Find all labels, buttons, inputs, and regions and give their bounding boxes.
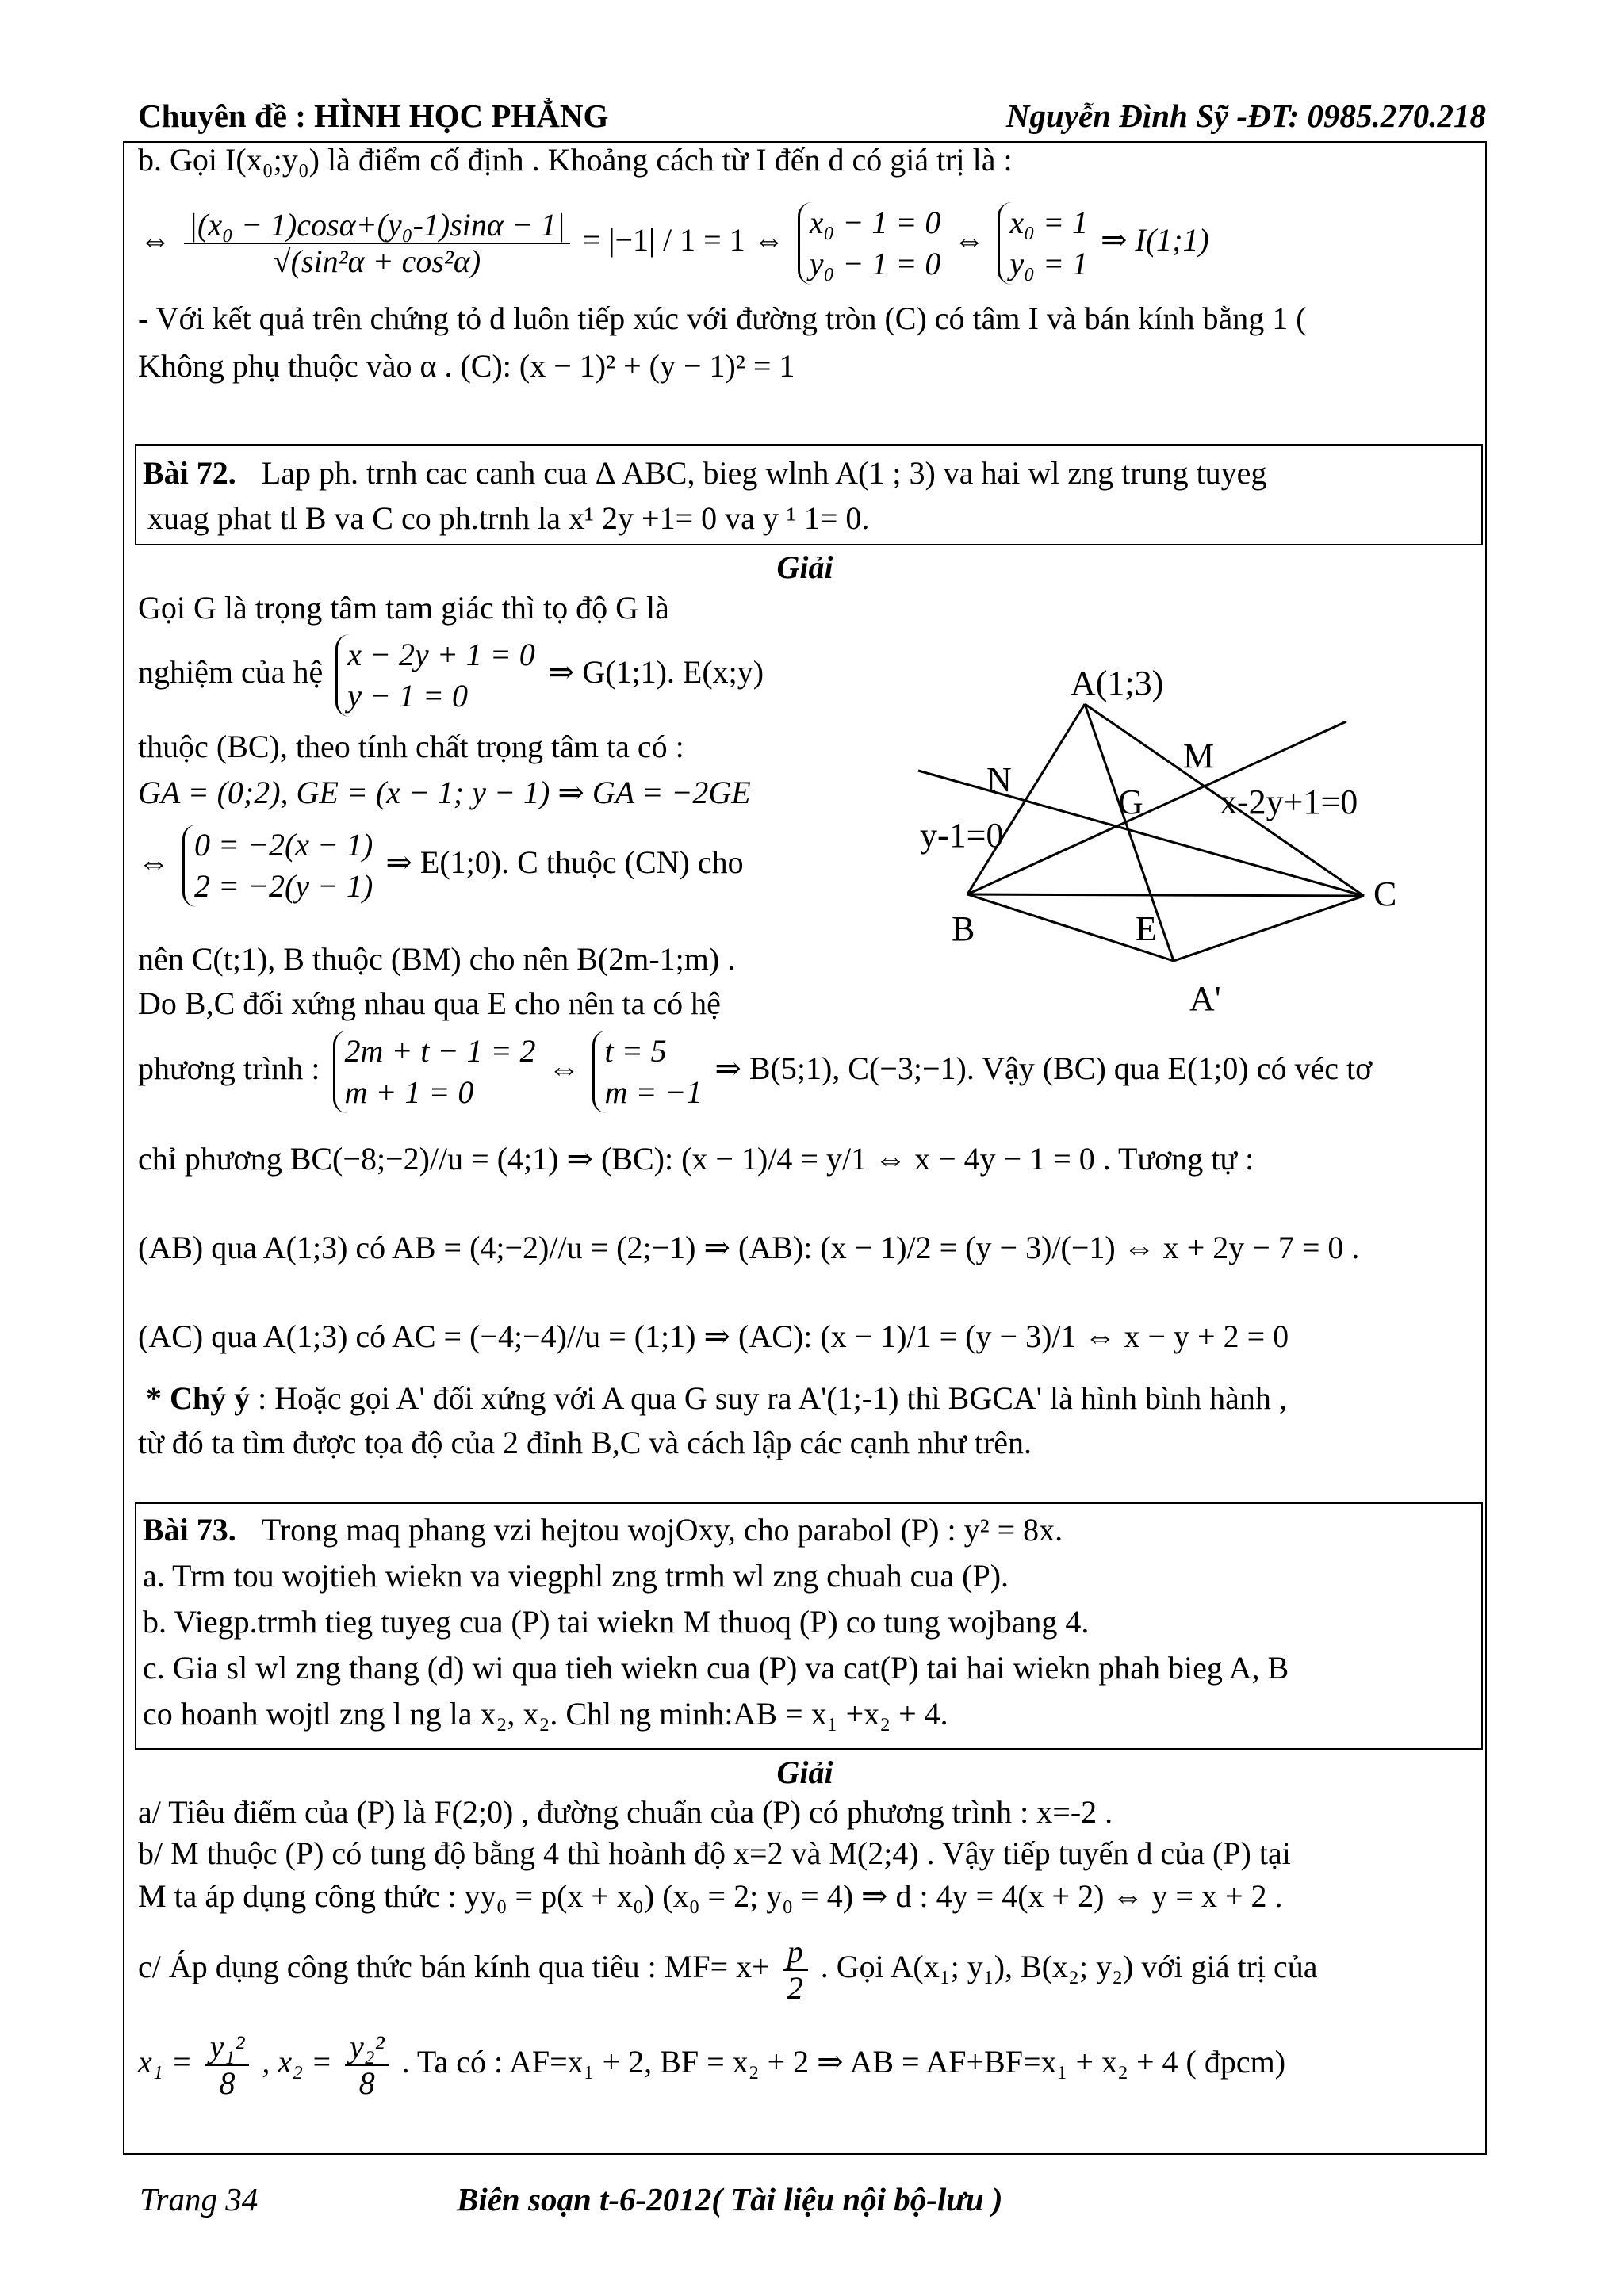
sol72-note-text: : Hoặc gọi A' đối xứng với A qua G suy ra A'(1;-1) thì BGCA' là hình bình hành , <box>258 1380 1287 1416</box>
page-header <box>135 97 1489 136</box>
sol72-line-8-post: ⇒ B(5;1), C(−3;−1). Vậy (BC) qua E(1;0) có véc tơ <box>714 1050 1373 1087</box>
sol73-c1-pre: c/ Áp dụng công thức bán kính qua tiêu : MF= x+ <box>138 1949 770 1985</box>
sol73-part-b-2: M ta áp dụng công thức : yy₀ = p(x + x₀) (x₀ = 2; y₀ = 4) ⇒ d : 4y = 4(x + 2) ⇔ y = x + 2 . <box>138 1878 1283 1914</box>
label-g: G <box>1118 783 1143 821</box>
distance-formula <box>140 202 1209 285</box>
system-2-row-1: x₀ = 1 <box>1009 205 1089 240</box>
sol72-note-2: từ đó ta tìm được tọa độ của 2 đỉnh B,C và cách lập các cạnh như trên. <box>138 1425 1032 1460</box>
sol72-system-g-row-1: x − 2y + 1 = 0 <box>347 637 535 672</box>
sol72-line-4: GA = (0;2), GE = (x − 1; y − 1) ⇒ GA = −2GE <box>138 775 751 810</box>
sol73-x2-den: 8 <box>358 2065 375 2101</box>
page-number: Trang 34 <box>140 2181 259 2218</box>
sol72-system-bc-1 <box>333 1031 536 1113</box>
header-topic: Chuyên đề : HÌNH HỌC PHẲNG <box>138 98 609 134</box>
sol72-line-3: thuộc (BC), theo tính chất trọng tâm ta có : <box>138 729 684 764</box>
sol72-system-bc-1-row-1: 2m + t − 1 = 2 <box>344 1033 536 1069</box>
sol73-x2-num: y₂² <box>345 2030 389 2066</box>
problem-73-line-1 <box>143 1513 1063 1548</box>
problem-73-text-1: Trong maq phang vzi hejtou wojOxy, cho parabol (P) : y² = 8x. <box>261 1512 1063 1548</box>
problem-73-text-4: c. Gia sl wl zng thang (d) wi qua tieh wiekn cua (P) va cat(P) tai hai wiekn phah bieg A, B <box>143 1650 1289 1686</box>
solution-73-title: Giải <box>776 1755 833 1790</box>
problem-72-text-1: Lap ph. trnh cac canh cua Δ ABC, bieg wlnh A(1 ; 3) va hai wl zng trung tuyeg <box>261 455 1267 491</box>
sol73-x1-frac <box>205 2030 250 2101</box>
sol73-c2-post: . Ta có : AF=x₁ + 2, BF = x₂ + 2 ⇒ AB = AF+BF=x₁ + x₂ + 4 ( đpcm) <box>401 2044 1286 2080</box>
sol72-line-5 <box>138 825 744 907</box>
problem-72-label: Bài 72. <box>143 455 236 491</box>
sol72-note-label: * Chý ý <box>146 1380 251 1416</box>
problem-73-text-5: co hoanh wojtl zng l ng la x₂, x₂. Chl ng minh:AB = x₁ +x₂ + 4. <box>143 1696 948 1732</box>
equiv-symbol-2: ⇔ <box>953 222 986 258</box>
distance-numerator: |(x₀ − 1)cosα+(y₀-1)sinα − 1| <box>184 208 570 244</box>
sol72-line-5-pre: ⇔ <box>138 844 170 881</box>
sol73-x2-eq: , x₂ = <box>262 2044 332 2080</box>
sol72-line-5-post: ⇒ E(1;0). C thuộc (CN) cho <box>385 844 744 881</box>
sol72-system-e-row-2: 2 = −2(y − 1) <box>194 868 373 904</box>
side-bc <box>967 894 1364 896</box>
sol73-x1-num: y₁² <box>205 2030 250 2066</box>
sol73-part-b-1: b/ M thuộc (P) có tung độ bằng 4 thì hoành độ x=2 và M(2;4) . Vậy tiếp tuyến d của (P) tại <box>138 1835 1291 1871</box>
system-1 <box>798 202 941 285</box>
sol73-p-over-2 <box>783 1934 808 2006</box>
label-c: C <box>1373 874 1397 913</box>
part-b-intro: b. Gọi I(x₀;y₀) là điểm cố định . Khoảng cách từ I đến d có giá trị là : <box>138 142 1013 178</box>
problem-72-line-1 <box>143 456 1266 491</box>
label-n: N <box>986 760 1012 799</box>
sol72-system-bc-2 <box>592 1031 702 1113</box>
sol73-x2-frac <box>345 2030 389 2101</box>
sol72-system-e <box>182 825 373 907</box>
distance-equals: = |−1| / 1 = 1 ⇔ <box>582 222 785 258</box>
sol73-part-c-2 <box>138 2030 1285 2101</box>
label-e: E <box>1136 909 1157 948</box>
line-ae <box>1085 704 1174 961</box>
side-ca2 <box>1174 896 1364 961</box>
sol73-x1-eq: x₁ = <box>138 2044 193 2080</box>
sol73-c1-post: . Gọi A(x₁; y₁), B(x₂; y₂) với giá trị của <box>820 1949 1318 1985</box>
distance-denominator: √(sin²α + cos²α) <box>273 243 481 279</box>
system-1-row-1: x₀ − 1 = 0 <box>809 205 941 240</box>
sol72-line-10: (AB) qua A(1;3) có AB = (4;−2)//u = (2;−1) ⇒ (AB): (x − 1)/2 = (y − 3)/(−1) ⇔ x + 2y − 7 = 0 . <box>138 1230 1360 1265</box>
label-b: B <box>952 909 975 948</box>
sol73-x1-den: 8 <box>219 2065 236 2101</box>
system-2 <box>998 202 1088 285</box>
part-b-conclusion-1: - Với kết quả trên chứng tỏ d luôn tiếp xúc với đường tròn (C) có tâm I và bán kính bằng 1 ( <box>138 300 1307 336</box>
equiv-symbol: ⇔ <box>140 222 171 258</box>
problem-73-text-3: b. Viegp.trmh tieg tuyeg cua (P) tai wiekn M thuoq (P) co tung wojbang 4. <box>143 1604 1090 1640</box>
sol73-p-den: 2 <box>787 1970 803 2006</box>
sol72-line-6: nên C(t;1), B thuộc (BM) cho nên B(2m-1;m) . <box>138 941 736 977</box>
sol72-system-bc-1-row-2: m + 1 = 0 <box>344 1074 474 1110</box>
sol72-line-1: Gọi G là trọng tâm tam giác thì tọ độ G là <box>138 590 669 626</box>
sol72-line-8 <box>138 1031 1372 1113</box>
sol72-system-e-row-1: 0 = −2(x − 1) <box>194 827 373 863</box>
sol72-system-bc-2-row-1: t = 5 <box>604 1033 667 1069</box>
header-author: Nguyễn Đình Sỹ -ĐT: 0985.270.218 <box>1005 98 1486 134</box>
footer-note: Biên soạn t-6-2012( Tài liệu nội bộ-lưu ) <box>457 2181 1003 2218</box>
sol73-part-a: a/ Tiêu điểm của (P) là F(2;0) , đường chuẩn của (P) có phương trình : x=-2 . <box>138 1794 1113 1830</box>
problem-73-label: Bài 73. <box>143 1512 236 1548</box>
label-m: M <box>1183 737 1215 775</box>
part-b-conclusion-2: Không phụ thuộc vào α . (C): (x − 1)² + (y − 1)² = 1 <box>138 348 795 384</box>
system-2-row-2: y₀ = 1 <box>1009 246 1089 281</box>
side-ab <box>967 704 1085 894</box>
fixed-point-result: ⇒ I(1;1) <box>1101 222 1209 258</box>
problem-72-text-2: xuag phat tl B va C co ph.trnh la x¹ 2y +1= 0 va y ¹ 1= 0. <box>147 500 870 536</box>
label-line-bm: x-2y+1=0 <box>1220 783 1358 821</box>
label-a: A(1;3) <box>1071 664 1164 702</box>
sol73-p-num: p <box>783 1934 808 1971</box>
triangle-figure <box>904 650 1459 1039</box>
sol72-line-2-pre: nghiệm của hệ <box>138 654 324 691</box>
sol72-system-g-row-2: y − 1 = 0 <box>347 678 468 714</box>
sol72-line-2-post: ⇒ G(1;1). E(x;y) <box>547 654 764 691</box>
sol72-line-9: chỉ phương BC(−8;−2)//u = (4;1) ⇒ (BC): (x − 1)/4 = y/1 ⇔ x − 4y − 1 = 0 . Tương tự : <box>138 1141 1254 1177</box>
sol72-line-8-pre: phương trình : <box>138 1050 320 1087</box>
sol72-system-g <box>335 634 534 717</box>
problem-73-text-2: a. Trm tou wojtieh wiekn va viegphl zng trmh wl zng chuah cua (P). <box>143 1558 1009 1594</box>
sol72-note-1 <box>146 1381 1287 1416</box>
solution-72-title: Giải <box>776 549 833 585</box>
sol72-system-bc-2-row-2: m = −1 <box>604 1074 703 1110</box>
sol72-line-8-mid: ⇔ <box>548 1050 580 1087</box>
distance-fraction <box>184 208 570 279</box>
system-1-row-2: y₀ − 1 = 0 <box>809 246 941 281</box>
sol73-part-c-1 <box>138 1934 1318 2006</box>
label-line-cn: y-1=0 <box>920 816 1004 855</box>
sol72-line-2 <box>138 634 764 717</box>
label-a-prime: A' <box>1189 979 1221 1018</box>
sol72-line-11: (AC) qua A(1;3) có AC = (−4;−4)//u = (1;1) ⇒ (AC): (x − 1)/1 = (y − 3)/1 ⇔ x − y + 2 = 0 <box>138 1318 1289 1354</box>
sol72-line-7: Do B,C đối xứng nhau qua E cho nên ta có hệ <box>138 985 721 1021</box>
